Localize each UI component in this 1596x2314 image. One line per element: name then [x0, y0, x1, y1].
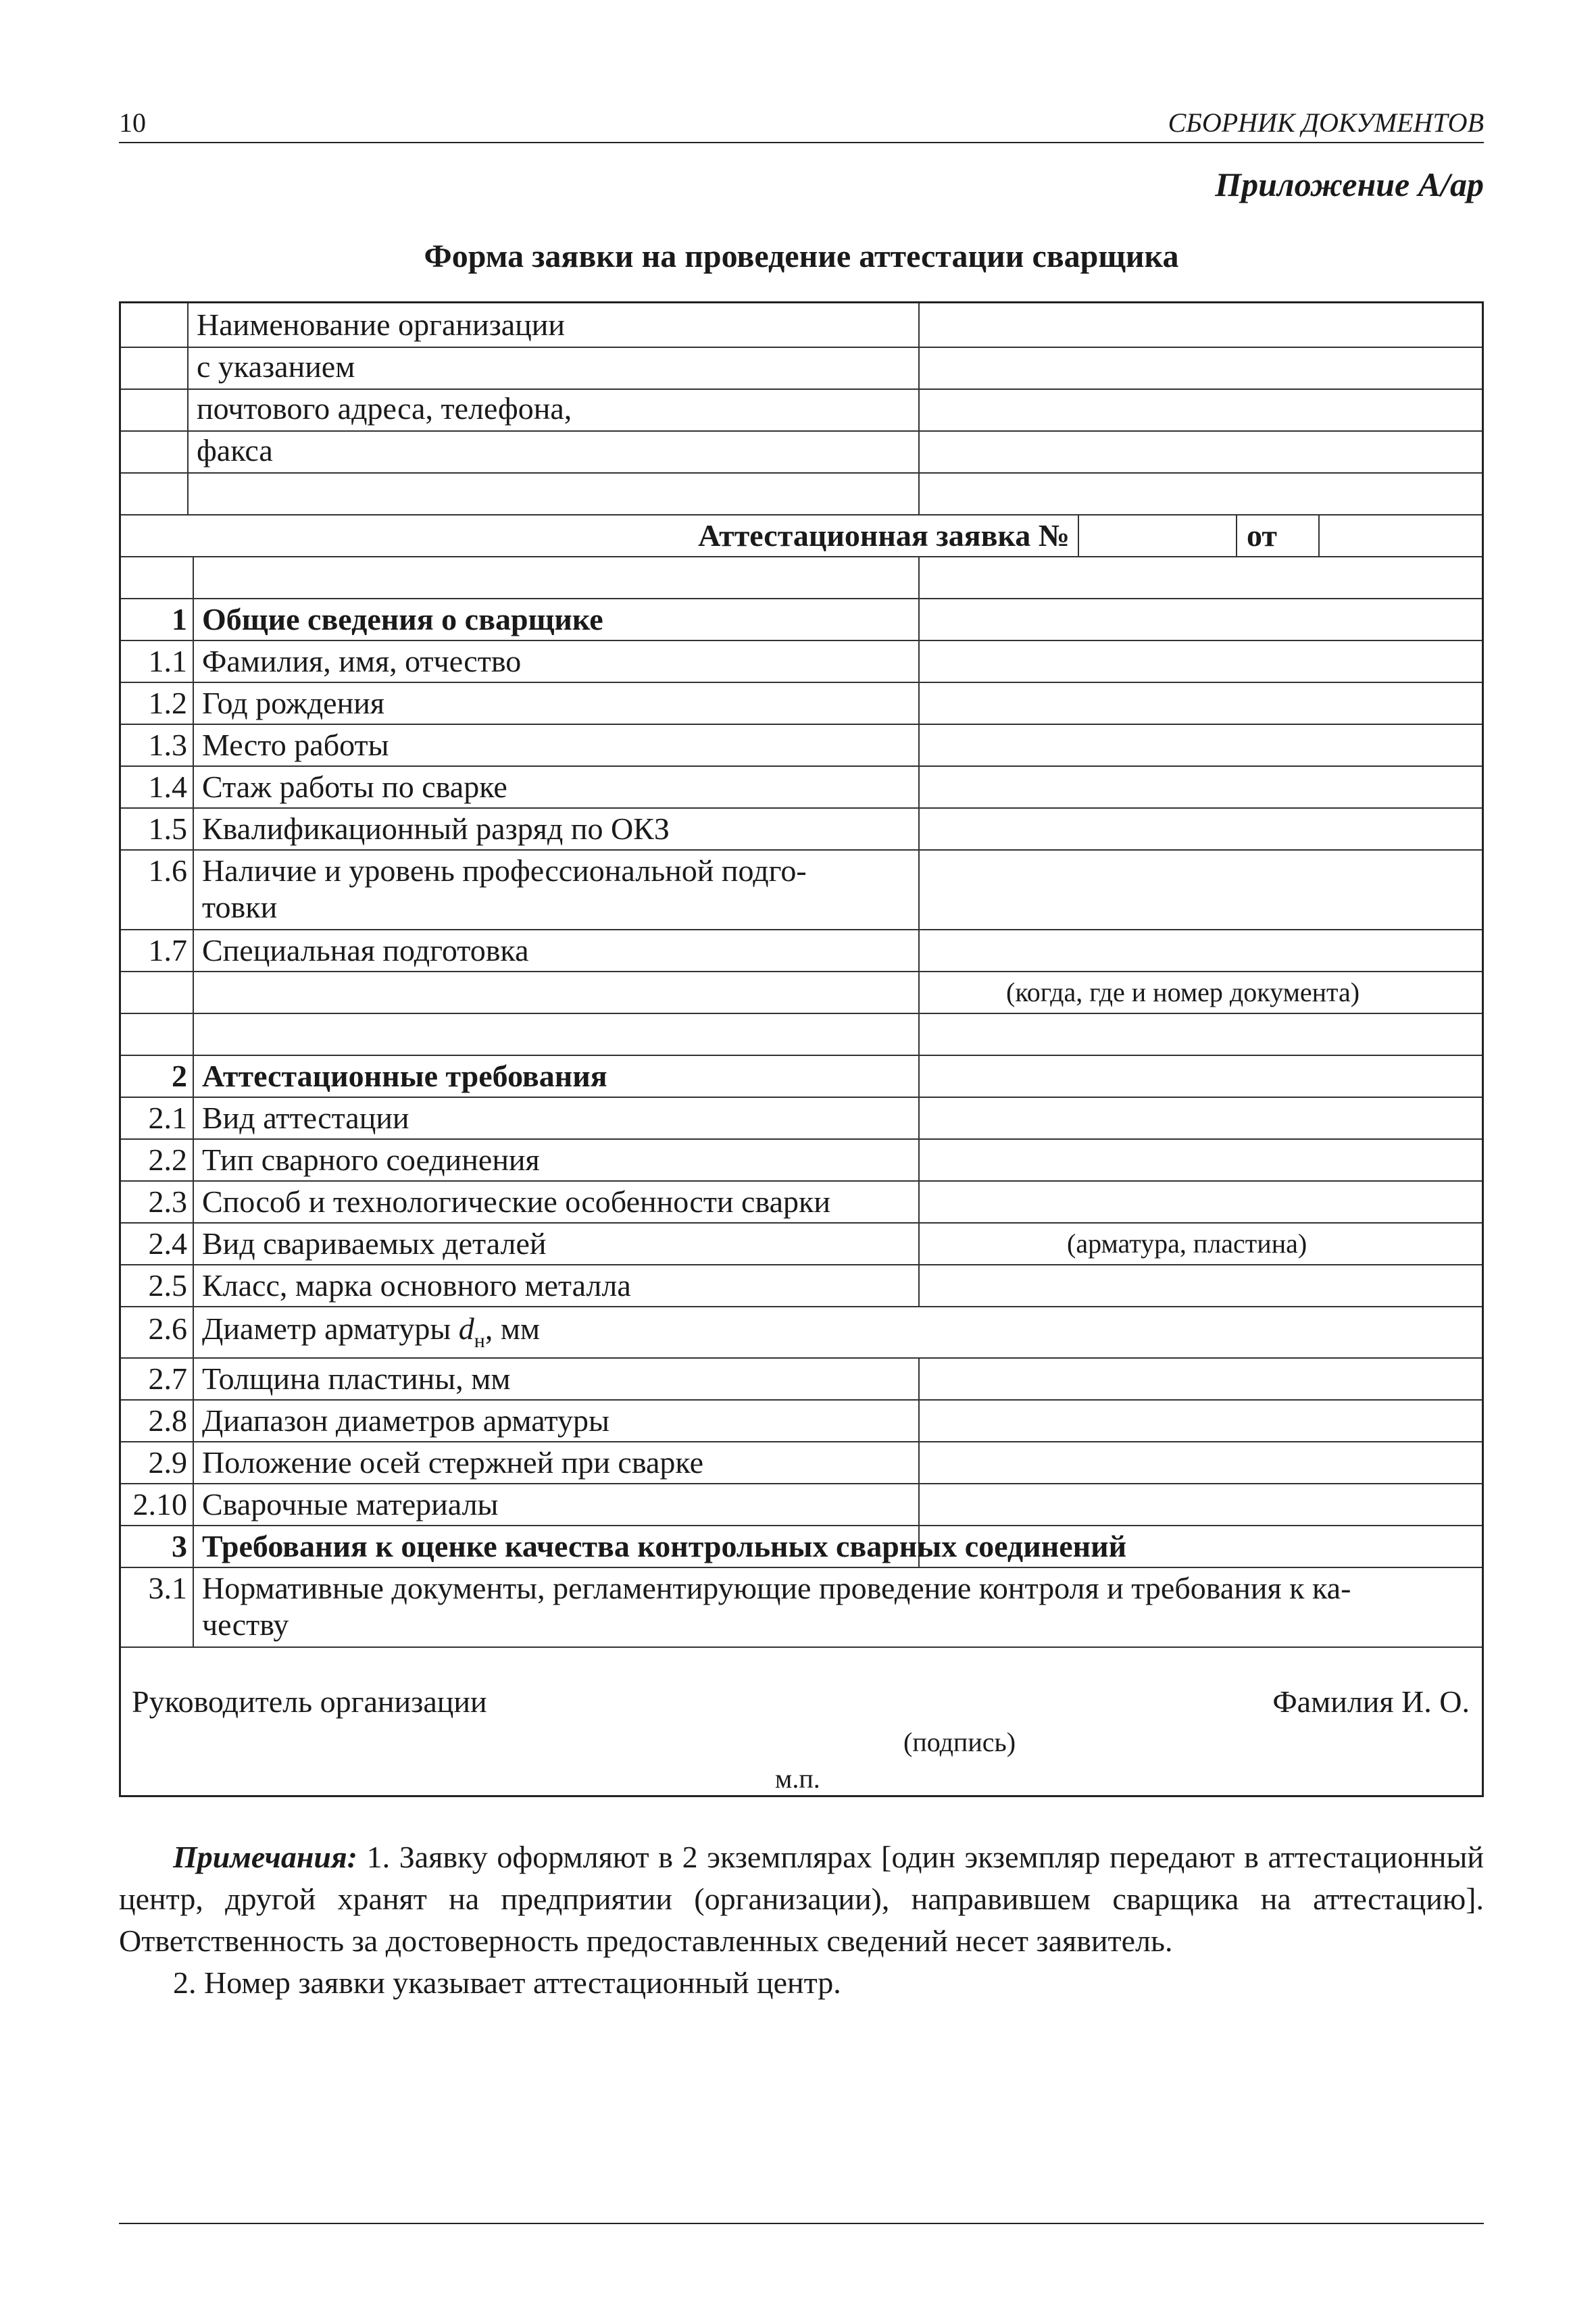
row-line — [121, 1013, 1482, 1014]
row-number: 2.6 — [148, 1311, 187, 1346]
col-line — [193, 556, 194, 1646]
form-title: Форма заявки на проведение аттестации сварщика — [424, 238, 1179, 274]
note-2: 2. Номер заявки указывает аттестационный центр. — [173, 1965, 841, 2000]
notes-label: Примечания: — [173, 1840, 357, 1874]
row-label: Толщина пластины, мм — [202, 1361, 511, 1396]
row-number: 1.2 — [148, 686, 187, 720]
row-line — [121, 598, 1482, 599]
row-line — [121, 1483, 1482, 1484]
row-line — [121, 1525, 1482, 1526]
row-number: 2.2 — [148, 1142, 187, 1177]
row-number: 2.4 — [148, 1226, 187, 1261]
row-line — [121, 1222, 1482, 1224]
section-1-title: Общие сведения о сварщике — [202, 602, 603, 636]
row-label: Квалификационный разряд по ОКЗ — [202, 811, 670, 846]
col-line — [1236, 514, 1237, 556]
row-number: 2.3 — [148, 1184, 187, 1219]
header-rule — [119, 142, 1484, 143]
row-line — [121, 1306, 1482, 1307]
section-2-title: Аттестационные требования — [202, 1059, 607, 1093]
row-label: Фамилия, имя, отчество — [202, 644, 522, 678]
row-label: Вид свариваемых деталей — [202, 1226, 547, 1261]
org-name-line-1: Наименование организации — [197, 307, 566, 342]
row-label: Тип сварного соединения — [202, 1142, 540, 1177]
section-3-number: 3 — [172, 1529, 187, 1563]
row-label: Сварочные материалы — [202, 1487, 499, 1521]
full-name-label: Фамилия И. О. — [1272, 1684, 1470, 1719]
application-number-label: Аттестационная заявка № — [698, 518, 1070, 553]
row-label: Класс, марка основного металла — [202, 1268, 631, 1303]
col-line — [918, 556, 920, 1307]
row-line — [121, 849, 1482, 851]
row-number: 2.7 — [148, 1361, 187, 1396]
row-line — [121, 724, 1482, 725]
page-number: 10 — [119, 107, 146, 138]
row-label: Наличие и уровень профессиональной подго- — [202, 853, 807, 888]
note-1-text: 1. Заявку оформляют в 2 экземплярах [один экземпляр передают в аттестационный центр, другой хранят на предприятии (организации), направившем сварщика на аттестацию]. Ответственность за достоверность предоставленных сведений несет заявитель. — [119, 1840, 1484, 1958]
row-line — [121, 971, 1482, 972]
row-number: 1.4 — [148, 770, 187, 804]
row-number: 3.1 — [148, 1571, 187, 1605]
diameter-variable: d — [458, 1311, 474, 1346]
row-line — [121, 682, 1482, 683]
label-unit: , мм — [484, 1311, 541, 1346]
detail-type-hint: (арматура, пластина) — [1067, 1228, 1307, 1259]
col-line — [918, 303, 920, 514]
row-number: 1.7 — [148, 933, 187, 967]
col-line — [187, 303, 189, 514]
row-number: 2.5 — [148, 1268, 187, 1303]
row-line — [121, 1264, 1482, 1265]
row-label: Стаж работы по сварке — [202, 770, 507, 804]
org-name-line-3: почтового адреса, телефона, — [197, 391, 572, 426]
row-line — [121, 1055, 1482, 1056]
row-number: 2.1 — [148, 1101, 187, 1135]
row-line — [121, 1441, 1482, 1442]
row-line — [121, 556, 1482, 557]
note-1 — [119, 1836, 1484, 1962]
row-line — [121, 807, 1482, 809]
row-label — [202, 1310, 540, 1360]
row-number: 1.1 — [148, 644, 187, 678]
org-name-line-2: с указанием — [197, 349, 355, 384]
special-training-hint: (когда, где и номер документа) — [1006, 977, 1360, 1007]
col-line — [1318, 514, 1320, 556]
section-2-number: 2 — [172, 1059, 187, 1093]
row-line — [121, 1180, 1482, 1182]
row-line — [121, 430, 1482, 432]
section-1-number: 1 — [172, 602, 187, 636]
row-label-continued: честву — [202, 1607, 289, 1642]
row-label: Вид аттестации — [202, 1101, 409, 1135]
row-label: Диапазон диаметров арматуры — [202, 1403, 609, 1438]
row-line — [121, 929, 1482, 930]
row-number: 1.5 — [148, 811, 187, 846]
label-text: Диаметр арматуры — [202, 1311, 459, 1346]
head-of-organization-label: Руководитель организации — [132, 1684, 487, 1719]
footer-rule — [119, 2223, 1484, 2224]
application-form-table — [119, 301, 1484, 1797]
row-number: 1.6 — [148, 853, 187, 888]
row-line — [121, 640, 1482, 641]
row-line — [121, 1097, 1482, 1098]
row-number: 2.10 — [132, 1487, 187, 1521]
col-line — [1078, 514, 1079, 556]
signature-hint: (подпись) — [903, 1727, 1016, 1757]
section-3-title: Требования к оценке качества контрольных сварных соединений — [202, 1529, 1127, 1563]
row-label: Нормативные документы, регламентирующие проведение контроля и требования к ка- — [202, 1571, 1351, 1605]
row-label: Год рождения — [202, 686, 384, 720]
stamp-place-label: м.п. — [775, 1763, 820, 1794]
row-line — [121, 472, 1482, 474]
row-number: 2.9 — [148, 1445, 187, 1480]
row-line — [121, 1646, 1482, 1648]
row-label: Специальная подготовка — [202, 933, 529, 967]
row-number: 1.3 — [148, 728, 187, 762]
row-number: 2.8 — [148, 1403, 187, 1438]
application-date-label: от — [1247, 518, 1277, 553]
row-label: Место работы — [202, 728, 389, 762]
appendix-label: Приложение А/ар — [1215, 166, 1484, 203]
row-line — [121, 1138, 1482, 1140]
org-name-line-4: факса — [197, 433, 273, 468]
row-line — [121, 514, 1482, 515]
row-line — [121, 1399, 1482, 1401]
row-label: Положение осей стержней при сварке — [202, 1445, 703, 1480]
row-line — [121, 765, 1482, 767]
row-label-continued: товки — [202, 890, 278, 924]
diameter-subscript: н — [474, 1330, 485, 1352]
row-line — [121, 1567, 1482, 1568]
notes — [119, 1836, 1484, 2004]
row-label: Способ и технологические особенности сварки — [202, 1184, 830, 1219]
running-title: СБОРНИК ДОКУМЕНТОВ — [1168, 107, 1484, 138]
